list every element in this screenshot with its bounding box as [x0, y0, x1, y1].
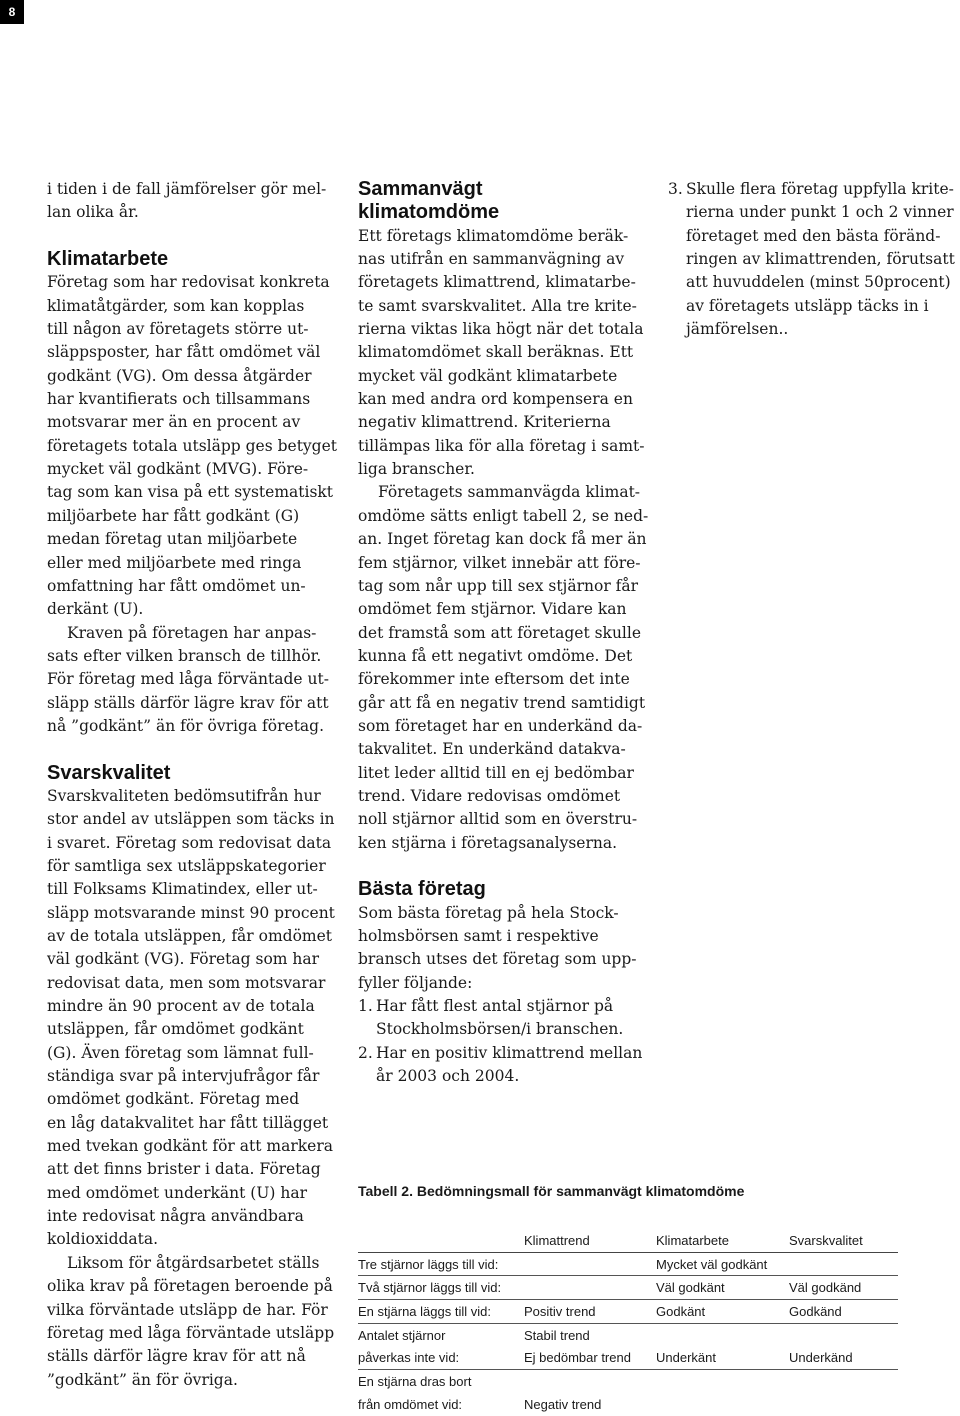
body-line: nas utifrån en sammanvägning av	[358, 250, 625, 269]
body-line: omdöme sätts enligt tabell 2, se ned-	[358, 506, 649, 525]
list-number: 1.	[358, 997, 373, 1016]
table-cell: Ej bedömbar trend	[524, 1346, 656, 1369]
body-line: vilka förväntade utsläpp de har. För	[47, 1300, 328, 1319]
body-line: (G). Även företag som lämnat full-	[47, 1043, 314, 1062]
body-line: företagets klimattrend, klimatarbe-	[358, 273, 636, 292]
body-line: mycket väl godkänt klimatarbete	[358, 366, 618, 385]
table-row	[358, 1346, 898, 1369]
body-line: företag med låga förväntade utsläpp	[47, 1323, 335, 1342]
list-line: år 2003 och 2004.	[376, 1067, 520, 1086]
body-line: av de totala utsläppen, får omdömet	[47, 927, 333, 945]
body-line: en låg datakvalitet har fått tillägget	[47, 1113, 329, 1132]
table-cell: Tre stjärnor läggs till vid:	[358, 1252, 524, 1276]
list-number: 3.	[668, 180, 683, 198]
section-heading-basta-foretag: Bästa företag	[358, 878, 486, 901]
body-line: till Folksams Klimatindex, eller ut-	[47, 880, 318, 899]
body-line: att det finns brister i data. Företag	[47, 1160, 321, 1179]
table-row	[358, 1300, 898, 1324]
body-line: holmsbörsen samt i respektive	[358, 927, 599, 945]
body-line: klimatåtgärder, som kan kopplas	[47, 296, 305, 315]
table-header-cell: Klimattrend	[524, 1229, 656, 1252]
body-line: Som bästa företag på hela Stock-	[358, 903, 619, 922]
body-line: stor andel av utsläppen som täcks in	[47, 810, 335, 829]
table-cell: En stjärna dras bort	[358, 1373, 472, 1389]
column-middle	[358, 178, 658, 1088]
body-line: väl godkänt (VG). Företag som har	[47, 950, 320, 969]
body-line: takvalitet. En underkänd datakva-	[358, 740, 626, 759]
table-cell: Positiv trend	[524, 1300, 656, 1324]
list-item	[358, 995, 658, 1042]
table-row	[358, 1370, 898, 1393]
body-line: Kraven på företagen har anpas-	[67, 623, 317, 642]
body-line: inte redovisat några användbara	[47, 1207, 304, 1226]
table-cell: Godkänd	[789, 1300, 898, 1324]
table-header-cell: Svarskvalitet	[789, 1229, 898, 1252]
body-line: negativ klimattrend. Kriterierna	[358, 413, 611, 432]
table-cell: Stabil trend	[524, 1327, 590, 1343]
table-cell	[789, 1370, 898, 1393]
body-line: för samtliga sex utsläppskategorier	[47, 856, 326, 875]
body-line: godkänt (VG). Om dessa åtgärder	[47, 366, 312, 385]
body-line: ”godkänt” än för övriga.	[47, 1370, 238, 1389]
body-line: eller med miljöarbete med ringa	[47, 553, 302, 572]
body-line: tag som kan visa på ett systematiskt	[47, 483, 334, 502]
body-line: omfattning har fått omdömet un-	[47, 576, 306, 595]
table-cell	[789, 1393, 898, 1416]
body-line: släppsposter, har fått omdömet väl	[47, 343, 321, 362]
body-line: förekommer inte eftersom det inte	[358, 670, 630, 689]
table-caption: Tabell 2. Bedömningsmall för sammanvägt klimatomdöme	[358, 1183, 745, 1199]
body-line: motsvarar mer än en procent av	[47, 413, 301, 432]
body-line: till någon av företagets större ut-	[47, 320, 309, 339]
page-number: 8	[0, 0, 24, 24]
column-left	[47, 178, 347, 1392]
body-line: med tvekan godkänt för att markera	[47, 1137, 333, 1156]
body-line: med omdömet underkänt (U) har	[47, 1183, 307, 1202]
body-line: sats efter vilken bransch de tillhör.	[47, 646, 322, 665]
body-line: har kvantifierats och tillsammans	[47, 390, 311, 409]
body-line: litet leder alltid till en ej bedömbar	[358, 763, 634, 782]
body-line: Liksom för åtgärdsarbetet ställs	[67, 1253, 320, 1272]
body-line: noll stjärnor alltid som en överstru-	[358, 810, 638, 829]
table-row	[358, 1276, 898, 1300]
table-cell: från omdömet vid:	[358, 1396, 463, 1412]
list-line: att huvuddelen (minst 50procent)	[686, 273, 951, 292]
list-line: Skulle flera företag uppfylla krite-	[686, 180, 954, 198]
list-line: företaget med den bästa föränd-	[686, 226, 941, 245]
body-line: liga branscher.	[358, 460, 475, 479]
list-line: Har fått flest antal stjärnor på	[376, 997, 614, 1016]
section-heading-sammanvagt-line2: klimatomdöme	[358, 201, 500, 224]
body-line: omdömet fem stjärnor. Vidare kan	[358, 600, 627, 619]
body-line: För företag med låga förväntade ut-	[47, 670, 329, 689]
body-line: går att få en negativ trend samtidigt	[358, 693, 646, 712]
column-right	[668, 178, 958, 341]
body-line: tag som når upp till sex stjärnor får	[358, 576, 639, 595]
body-line: bransch utses det företag som upp-	[358, 950, 637, 969]
body-line: det framstå som att företaget skulle	[358, 623, 642, 642]
body-line: rierna viktas lika högt när det totala	[358, 320, 644, 339]
table-header-row	[358, 1229, 898, 1252]
body-line: Företag som har redovisat konkreta	[47, 273, 330, 292]
body-line: fem stjärnor, vilket innebär att före-	[358, 553, 641, 572]
body-line: ständiga svar på intervjufrågor får	[47, 1067, 320, 1086]
list-item	[358, 1042, 658, 1089]
list-item	[668, 178, 958, 341]
body-line: kan med andra ord kompensera en	[358, 390, 633, 409]
table-cell: Underkänt	[656, 1346, 789, 1369]
body-line: tillämpas lika för alla företag i samt-	[358, 436, 645, 455]
table-header-cell	[358, 1229, 524, 1252]
table-row	[358, 1252, 898, 1276]
body-line: utsläppen, får omdömet godkänt	[47, 1020, 304, 1039]
body-line: Företagets sammanvägda klimat-	[378, 483, 641, 502]
body-line: miljöarbete har fått godkänt (G)	[47, 506, 300, 525]
body-line: som företaget har en underkänd da-	[358, 716, 643, 735]
section-heading-klimatarbete: Klimatarbete	[47, 248, 169, 271]
table-row	[358, 1323, 898, 1346]
table-cell	[789, 1323, 898, 1346]
body-line: släpp ställs därför lägre krav för att	[47, 693, 329, 712]
body-line: derkänt (U).	[47, 600, 144, 619]
body-line: klimatomdömet skall beräknas. Ett	[358, 343, 634, 362]
body-line: kunna få ett negativt omdöme. Det	[358, 646, 633, 665]
body-line: olika krav på företagen beroende på	[47, 1277, 333, 1296]
list-number: 2.	[358, 1043, 373, 1062]
table-cell: Två stjärnor läggs till vid:	[358, 1276, 524, 1300]
body-line: ken stjärna i företagsanalyserna.	[358, 833, 618, 852]
assessment-table	[358, 1229, 898, 1416]
table-cell: Underkänd	[789, 1346, 898, 1369]
list-line: av företagets utsläpp täcks in i	[686, 296, 929, 315]
body-line: ställs därför lägre krav för att nå	[47, 1347, 306, 1366]
section-heading-sammanvagt: Sammanvägt	[358, 178, 483, 200]
body-line: Svarskvaliteten bedömsutifrån hur	[47, 786, 321, 805]
list-line: ringen av klimattrenden, förutsatt	[686, 250, 955, 269]
list-line: jämförelsen..	[686, 320, 789, 339]
section-heading-svarskvalitet: Svarskvalitet	[47, 761, 171, 784]
body-line: Ett företags klimatomdöme beräk-	[358, 226, 629, 245]
intro-line: lan olika år.	[47, 203, 139, 222]
table-cell	[656, 1393, 789, 1416]
table-cell: Mycket väl godkänt	[656, 1252, 789, 1276]
intro-line: i tiden i de fall jämförelser gör mel-	[47, 180, 327, 198]
table-cell	[524, 1252, 656, 1276]
table-header-cell: Klimatarbete	[656, 1229, 789, 1252]
body-line: omdömet godkänt. Företag med	[47, 1090, 300, 1109]
table-cell: Antalet stjärnor	[358, 1327, 446, 1343]
table-cell	[656, 1323, 789, 1346]
table-cell	[789, 1252, 898, 1276]
body-line: koldioxiddata.	[47, 1230, 159, 1249]
table-cell: Godkänt	[656, 1300, 789, 1324]
body-line: i svaret. Företag som redovisat data	[47, 833, 332, 852]
list-line: Har en positiv klimattrend mellan	[376, 1043, 643, 1062]
body-line: an. Inget företag kan dock få mer än	[358, 530, 647, 549]
body-line: redovisat data, men som motsvarar	[47, 973, 326, 992]
body-line: trend. Vidare redovisas omdömet	[358, 786, 621, 805]
table-cell	[524, 1370, 656, 1393]
list-line: rierna under punkt 1 och 2 vinner	[686, 203, 954, 222]
table-cell	[656, 1370, 789, 1393]
table-cell: Väl godkänd	[789, 1276, 898, 1300]
body-line: nå ”godkänt” än för övriga företag.	[47, 716, 325, 735]
table-cell: Väl godkänt	[656, 1276, 789, 1300]
body-line: släpp motsvarande minst 90 procent	[47, 903, 335, 922]
table-row	[358, 1393, 898, 1416]
body-line: mindre än 90 procent av de totala	[47, 997, 315, 1016]
list-line: Stockholmsbörsen/i branschen.	[376, 1020, 624, 1039]
body-line: te samt svarskvalitet. Alla tre krite-	[358, 296, 637, 315]
body-line: mycket väl godkänt (MVG). Före-	[47, 460, 309, 479]
table-cell: En stjärna läggs till vid:	[358, 1300, 524, 1324]
body-line: medan företag utan miljöarbete	[47, 530, 298, 549]
body-line: företagets totala utsläpp ges betyget	[47, 436, 337, 455]
table-cell: Negativ trend	[524, 1396, 602, 1412]
body-line: fyller följande:	[358, 973, 473, 992]
table-cell	[524, 1276, 656, 1300]
table-cell: påverkas inte vid:	[358, 1346, 524, 1369]
